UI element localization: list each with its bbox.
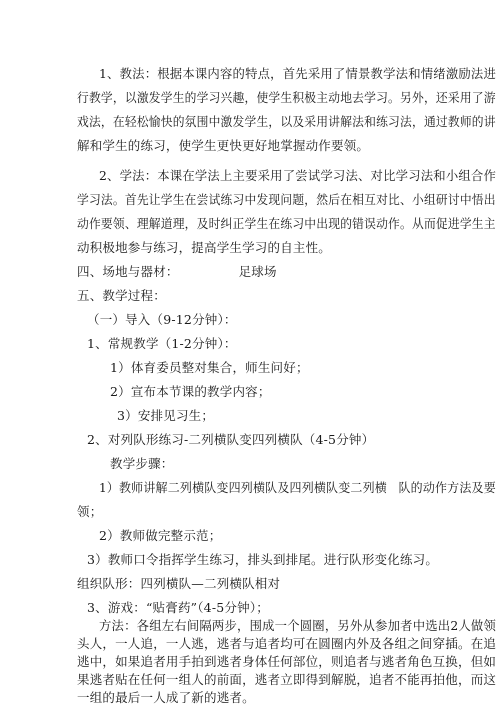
- game-heading: 3、游戏：“贴膏药”（4-5分钟）；: [87, 600, 269, 615]
- formation-step-1-part-1: 1）教师讲解二列横队变四列横队及四列横队变二列横: [99, 480, 387, 495]
- game-method-line-1: 方法：各组左右间隔两步，围成一个圆圈，另外从参加者中选出2人做领: [99, 618, 497, 633]
- routine-item-2: 2）宣布本节课的教学内容；: [110, 384, 271, 399]
- formation-steps-label: 教学步骤：: [110, 456, 174, 471]
- formation-organization: 组织队形：四列横队—二列横队相对: [77, 576, 281, 591]
- process-heading: 五、教学过程：: [77, 288, 166, 303]
- formation-step-1: [99, 480, 496, 496]
- teaching-method-line-3: 戏法，在轻松愉快的氛围中激发学生，以及采用讲解法和练习法，通过教师的讲: [77, 114, 496, 129]
- game-method-line-4: 果逃者贴在任何一组人的前面，逃者立即得到解脱，追者不能再拍他，而这: [77, 672, 497, 687]
- venue-line: [77, 264, 277, 280]
- learning-method-line-1: 2、学法：本课在学法上主要采用了尝试学习法、对比学习法和小组合作: [99, 168, 497, 183]
- game-method-line-2: 头人，一人追，一人逃，逃者与追者均可在圆圈内外及各组之间穿插。在追: [77, 636, 497, 651]
- formation-step-2: 2）教师做完整示范；: [99, 528, 222, 543]
- teaching-method-line-1: 1、教法：根据本课内容的特点，首先采用了情景教学法和情绪激励法进: [99, 66, 497, 81]
- learning-method-line-2: 学习法。首先让学生在尝试练习中发现问题，然后在相互对比、小组研讨中悟出: [77, 192, 496, 207]
- formation-heading: 2、对列队形练习-二列横队变四列横队（4-5分钟）: [87, 432, 375, 447]
- teaching-method-line-4: 解和学生的练习，使学生更快更好地掌握动作要领。: [77, 138, 370, 153]
- routine-item-1: 1）体育委员整对集合，师生问好；: [110, 360, 309, 375]
- learning-method-line-3: 动作要领、理解道理，及时纠正学生在练习中出现的错误动作。从而促进学生主: [77, 216, 496, 231]
- routine-item-3: 3）安排见习生；: [117, 408, 215, 423]
- game-method-line-3: 逃中，如果追者用手拍到逃者身体任何部位，则追者与逃者角色互换，但如: [77, 654, 497, 669]
- venue-value: 足球场: [238, 264, 277, 279]
- learning-method-line-4: 动积极地参与练习，提高学生学习的自主性。: [77, 240, 332, 255]
- teaching-method-line-2: 行教学，以激发学生的学习兴趣，使学生积极主动地去学习。另外，还采用了游: [77, 90, 496, 105]
- game-method-line-5: 一组的最后一人成了新的逃者。: [77, 690, 255, 705]
- formation-step-1-part-2: 队的动作方法及要: [398, 480, 496, 495]
- intro-heading: （一）导入（9-12分钟）：: [87, 312, 237, 327]
- routine-heading: 1、常规教学（1-2分钟）：: [87, 336, 237, 351]
- formation-step-3: 3）教师口令指挥学生练习，排头到排尾。进行队形变化练习。: [87, 552, 439, 567]
- venue-label: 四、场地与器材：: [77, 264, 179, 279]
- formation-step-1-continuation: 领；: [77, 504, 103, 519]
